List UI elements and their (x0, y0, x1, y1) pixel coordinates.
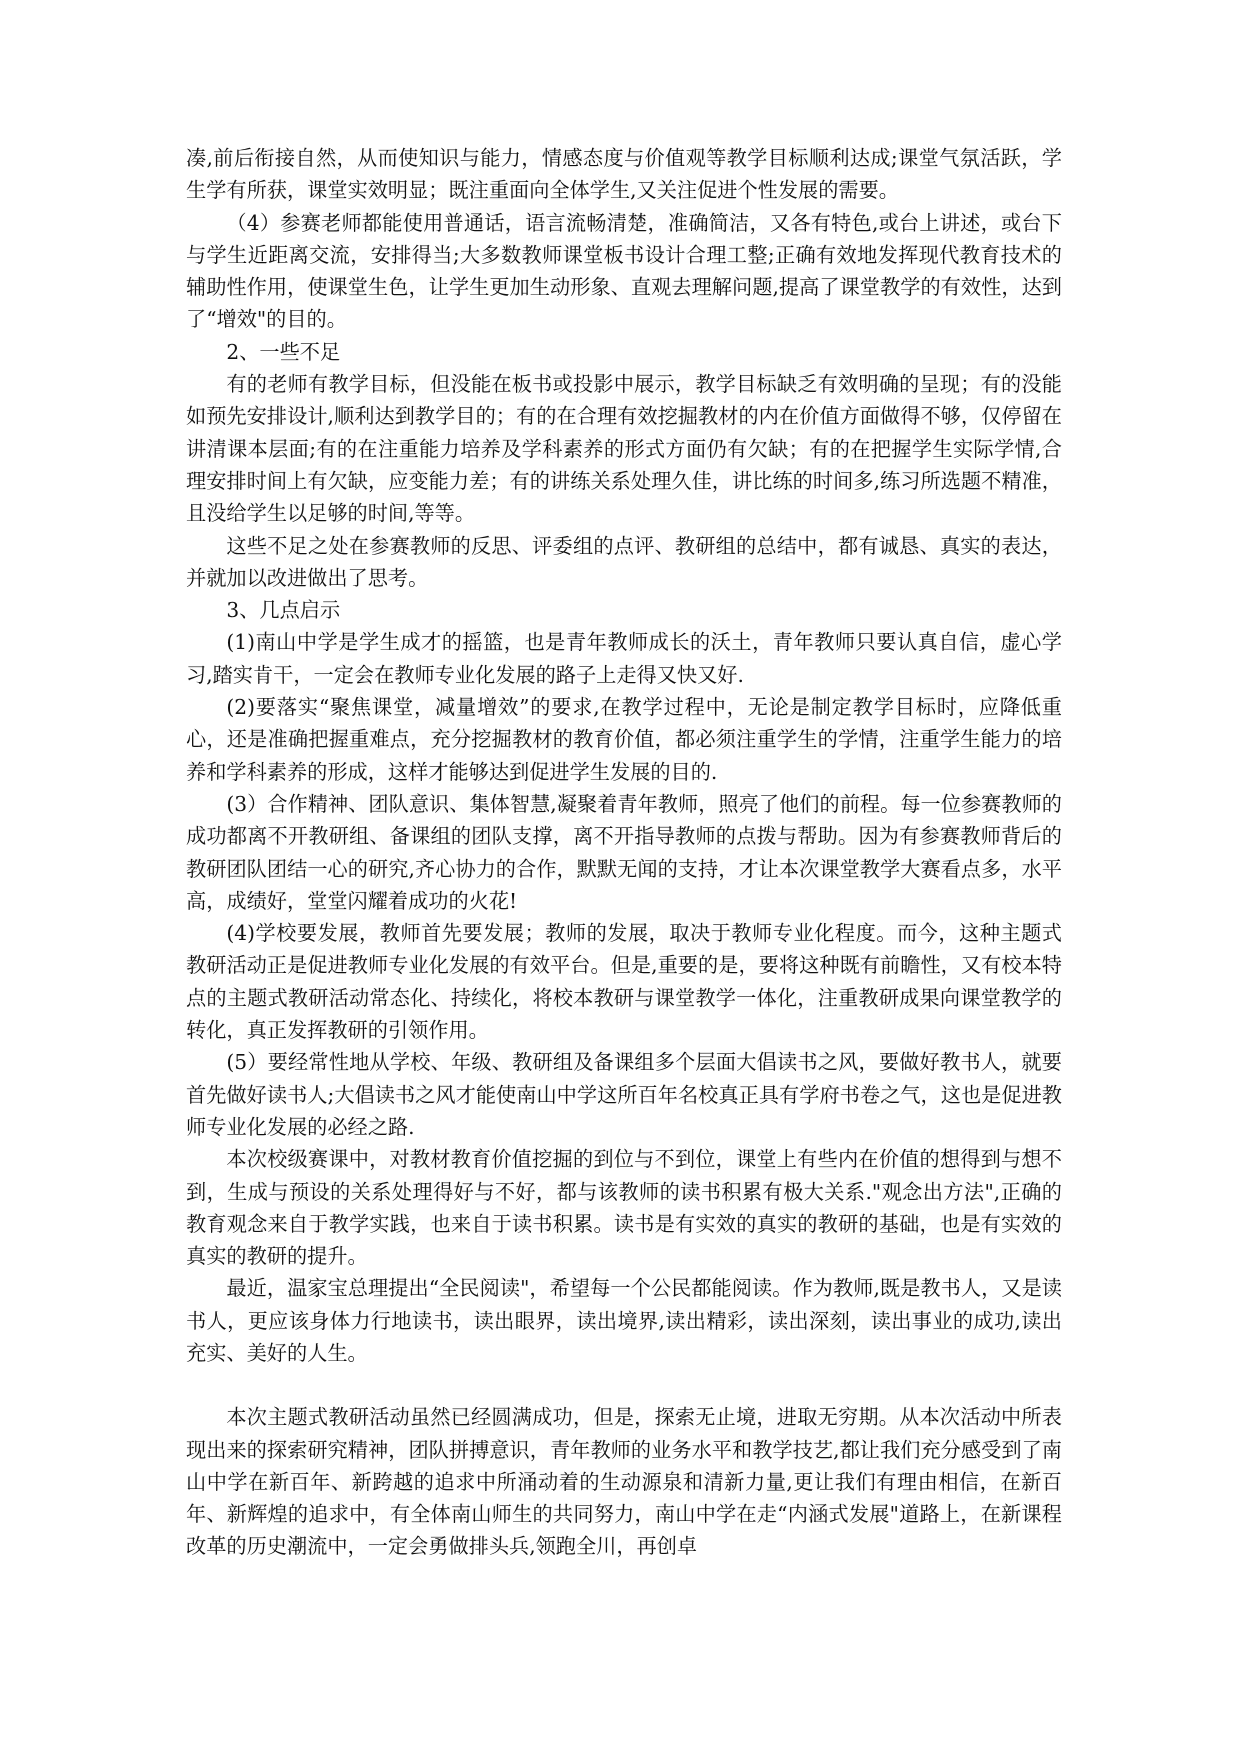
section-heading-inspirations: 3、几点启示 (226, 598, 341, 623)
section-heading-shortcomings: 2、一些不足 (226, 339, 341, 364)
paragraph-inspiration-3: (3）合作精神、团队意识、集体智慧,凝聚着青年教师，照亮了他们的前程。每一位参赛教师的成功都离不开教研组、备课组的团队支撑，离不开指导教师的点拨与帮助。因为有参赛教师背后的教研团队团结一心的研究,齐心协力的合作，默默无闻的支持，才让本次课堂教学大赛看点多，水平高，成绩好，堂堂闪耀着成功的火花! (186, 791, 1062, 913)
paragraph-inspiration-4: (4)学校要发展，教师首先要发展；教师的发展，取决于教师专业化程度。而今，这种主题式教研活动正是促进教师专业化发展的有效平台。但是,重要的是，要将这种既有前瞻性，又有校本特点的主题式教研活动常态化、持续化，将校本教研与课堂教学一体化，注重教研成果向课堂教学的转化，真正发挥教研的引领作用。 (186, 921, 1062, 1043)
paragraph-continuation: 凑,前后衔接自然，从而使知识与能力，情感态度与价值观等教学目标顺利达成;课堂气氛活跃，学生学有所获，课堂实效明显；既注重面向全体学生,又关注促进个性发展的需要。 (186, 146, 1062, 203)
paragraph-conclusion: 本次主题式教研活动虽然已经圆满成功，但是，探索无止境，进取无穷期。从本次活动中所表现出来的探索研究精神，团队拼搏意识，青年教师的业务水平和教学技艺,都让我们充分感受到了南山中学在新百年、新跨越的追求中所涌动着的生动源泉和清新力量,更让我们有理由相信，在新百年、新辉煌的追求中，有全体南山师生的共同努力，南山中学在走“内涵式发展"道路上，在新课程改革的历史潮流中，一定会勇做排头兵,领跑全川，再创卓 (186, 1405, 1062, 1559)
paragraph-inspiration-5: (5）要经常性地从学校、年级、教研组及备课组多个层面大倡读书之风，要做好教书人，就要首先做好读书人;大倡读书之风才能使南山中学这所百年名校真正具有学府书卷之气，这也是促进教师专业化发展的必经之路. (186, 1050, 1062, 1139)
paragraph-shortcomings: 有的老师有教学目标，但没能在板书或投影中展示，教学目标缺乏有效明确的呈现；有的没能如预先安排设计,顺利达到教学目的；有的在合理有效挖掘教材的内在价值方面做得不够，仅停留在讲清课本层面;有的在注重能力培养及学科素养的形式方面仍有欠缺；有的在把握学生实际学情,合理安排时间上有欠缺，应变能力差；有的讲练关系处理久佳，讲比练的时间多,练习所选题不精准，且没给学生以足够的时间,等等。 (186, 372, 1062, 526)
paragraph-reflection: 这些不足之处在参赛教师的反思、评委组的点评、教研组的总结中，都有诚恳、真实的表达，并就加以改进做出了思考。 (186, 533, 1062, 590)
paragraph-reading-relation: 本次校级赛课中，对教材教育价值挖掘的到位与不到位，课堂上有些内在价值的想得到与想不到，生成与预设的关系处理得好与不好，都与该教师的读书积累有极大关系."观念出方法",正确的教育观念来自于教学实践，也来自于读书积累。读书是有实效的真实的教研的基础，也是有实效的真实的教研的提升。 (186, 1147, 1062, 1269)
document-page (186, 142, 1062, 1563)
paragraph-inspiration-2: (2)要落实“聚焦课堂，减量增效”的要求,在教学过程中，无论是制定教学目标时，应降低重心，还是准确把握重难点，充分挖掘教材的教育价值，都必须注重学生的学情，注重学生能力的培养和学科素养的形成，这样才能够达到促进学生发展的目的. (186, 695, 1062, 784)
paragraph-spacer (186, 1369, 1062, 1401)
paragraph-inspiration-1: (1)南山中学是学生成才的摇篮，也是青年教师成长的沃土，青年教师只要认真自信，虚心学习,踏实肯干，一定会在教师专业化发展的路子上走得又快又好. (186, 630, 1062, 687)
paragraph-point-4: （4）参赛老师都能使用普通话，语言流畅清楚，准确简洁，又各有特色,或台上讲述，或台下与学生近距离交流，安排得当;大多数教师课堂板书设计合理工整;正确有效地发挥现代教育技术的辅助性作用，使课堂生色，让学生更加生动形象、直观去理解问题,提高了课堂教学的有效性，达到了“增效"的目的。 (186, 210, 1062, 332)
paragraph-national-reading: 最近，温家宝总理提出“全民阅读"，希望每一个公民都能阅读。作为教师,既是教书人，又是读书人，更应该身体力行地读书，读出眼界，读出境界,读出精彩，读出深刻，读出事业的成功,读出充实、美好的人生。 (186, 1276, 1062, 1365)
